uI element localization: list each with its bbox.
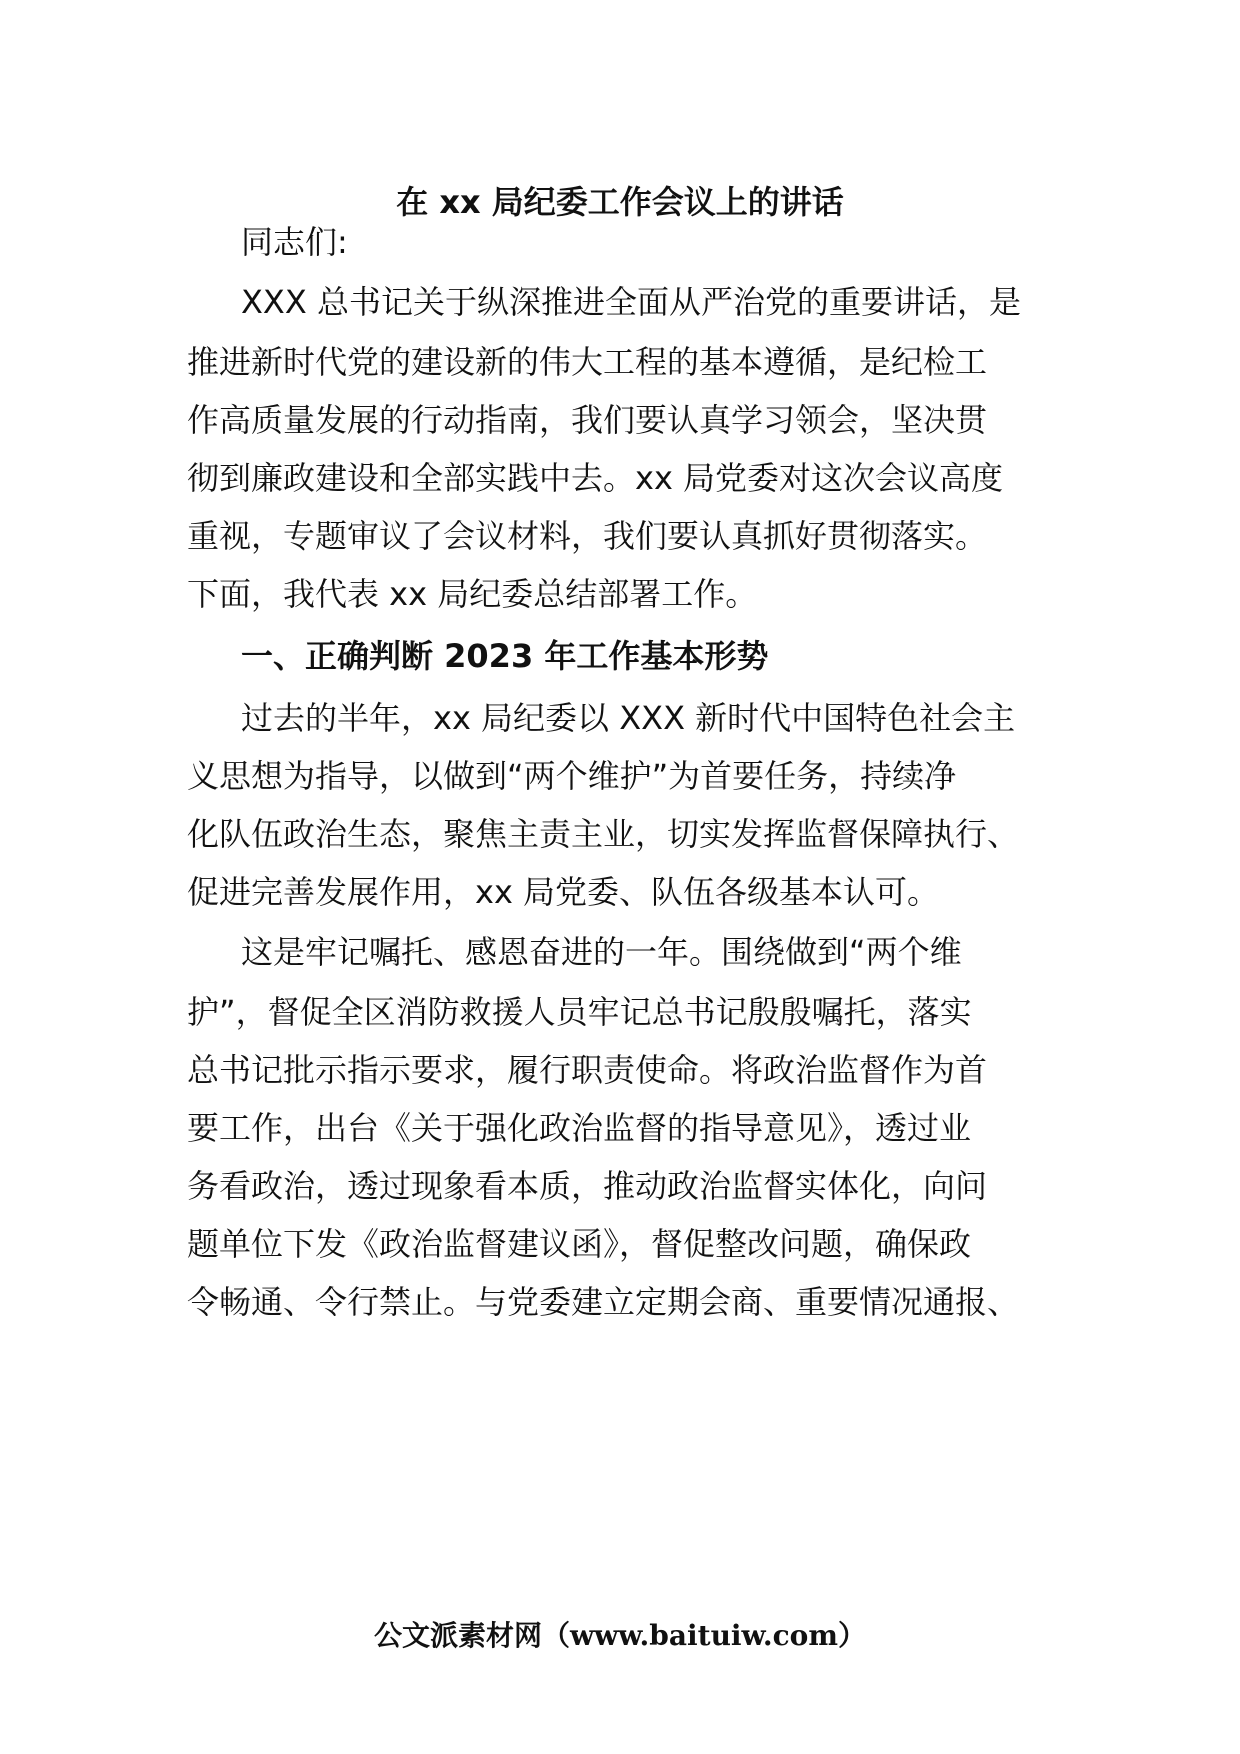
paragraph-line: 下面，我代表 xx 局纪委总结部署工作。	[187, 575, 758, 613]
paragraph-line: 题单位下发《政治监督建议函》，督促整改问题，确保政	[187, 1225, 972, 1263]
paragraph-line: 彻到廉政建设和全部实践中去。xx 局党委对这次会议高度	[187, 459, 1004, 497]
paragraph-line: 要工作，出台《关于强化政治监督的指导意见》，透过业	[187, 1109, 972, 1147]
paragraph-line: XXX 总书记关于纵深推进全面从严治党的重要讲话，是	[241, 283, 1021, 321]
paragraph-line: 促进完善发展作用，xx 局党委、队伍各级基本认可。	[187, 873, 940, 911]
paragraph-line: 令畅通、令行禁止。与党委建立定期会商、重要情况通报、	[187, 1283, 1020, 1321]
paragraph-line: 义思想为指导，以做到“两个维护”为首要任务，持续净	[187, 757, 957, 795]
paragraph-line: 务看政治，透过现象看本质，推动政治监督实体化，向问	[187, 1167, 988, 1205]
paragraph-line: 作高质量发展的行动指南，我们要认真学习领会，坚决贯	[187, 401, 988, 439]
footer-watermark-text: 公文派素材网（www.baituiw.com）	[374, 1619, 866, 1652]
paragraph-line: 总书记批示指示要求，履行职责使命。将政治监督作为首	[187, 1051, 988, 1089]
paragraph-line: 过去的半年，xx 局纪委以 XXX 新时代中国特色社会主	[241, 699, 1016, 737]
paragraph-line: 推进新时代党的建设新的伟大工程的基本遵循，是纪检工	[187, 343, 988, 381]
salutation: 同志们:	[241, 223, 348, 261]
section-heading: 一、正确判断 2023 年工作基本形势	[241, 637, 769, 675]
paragraph-line: 护”，督促全区消防救援人员牢记总书记殷殷嘱托，落实	[187, 993, 972, 1031]
paragraph-line: 化队伍政治生态，聚焦主责主业，切实发挥监督保障执行、	[187, 815, 1020, 853]
paragraph-line: 重视，专题审议了会议材料，我们要认真抓好贯彻落实。	[187, 517, 988, 555]
paragraph-line: 这是牢记嘱托、感恩奋进的一年。围绕做到“两个维	[241, 933, 962, 971]
document-title: 在 xx 局纪委工作会议上的讲话	[396, 183, 844, 221]
